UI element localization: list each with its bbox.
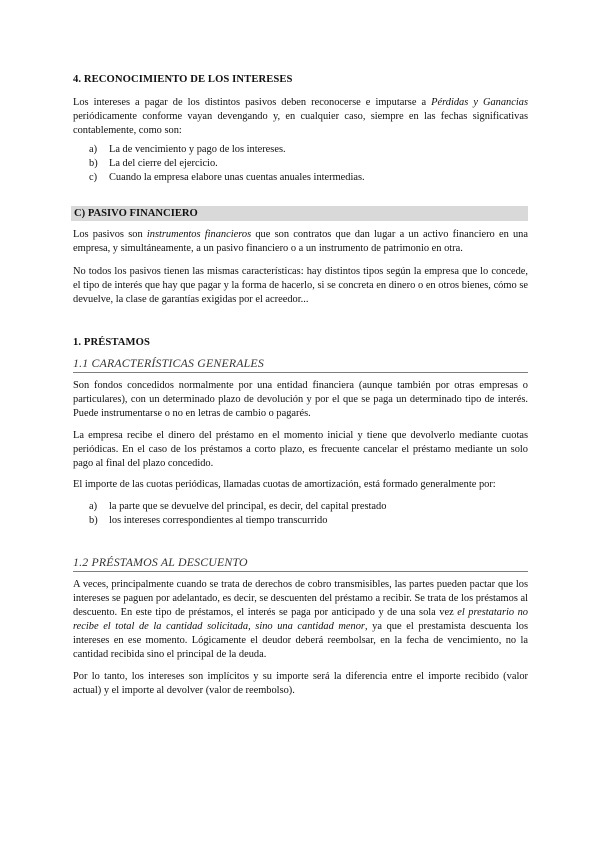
emphasis-text: el prestatario no recibe el total de la cantidad solicitada, sino una cantidad menor xyxy=(73,607,528,632)
section-4-heading: 4. RECONOCIMIENTO DE LOS INTERESES xyxy=(73,74,293,85)
section-4-paragraph xyxy=(73,96,528,138)
paragraph-text: A veces, principalmente cuando se trata de derechos de cobro transmisibles, las partes pueden pactar que los intereses se paguen por adelantado, es decir, se descuenten del préstamo a recibir. Se trata de los préstamos al descuento. En este tipo de préstamos, el interés se paga por anticipado y de una sola vez xyxy=(73,579,528,618)
prestamos-paragraph-3: El importe de las cuotas periódicas, llamadas cuotas de amortización, está formado generalmente por: xyxy=(73,479,496,490)
pasivo-paragraph-1 xyxy=(73,228,528,256)
subsection-1-1-heading: 1.1 CARACTERÍSTICAS GENERALES xyxy=(73,356,264,370)
list-item xyxy=(89,157,529,171)
pasivo-paragraph-2: No todos los pasivos tienen las mismas características: hay distintos tipos según la empresa que lo concede, el tipo de interés que hay que pagar y la forma de hacerlo, si se concreta en dinero o en otros bienes, cómo se devuelve, la clase de garantías exigidas por el acreedor... xyxy=(73,266,528,305)
prestamos-heading: 1. PRÉSTAMOS xyxy=(73,337,150,348)
list-marker: c) xyxy=(89,172,98,183)
list-item-text: Cuando la empresa elabore unas cuentas anuales intermedias. xyxy=(109,172,365,183)
pasivo-financiero-heading: C) PASIVO FINANCIERO xyxy=(74,208,198,219)
prestamos-list xyxy=(89,500,529,528)
list-item xyxy=(89,514,529,528)
list-item xyxy=(89,500,529,514)
list-marker: b) xyxy=(89,515,98,526)
prestamos-paragraph-4 xyxy=(73,578,528,662)
paragraph-text: periódicamente conforme vayan devengando y, en cualquier caso, siempre en las fechas significativas contablemente, como son: xyxy=(73,111,528,136)
paragraph-text: Los intereses a pagar de los distintos pasivos deben reconocerse e imputarse a xyxy=(73,97,432,108)
paragraph-text: , ya que el prestamista descuenta los intereses en ese momento. Lógicamente el deudor deberá reembolsar, en la fecha de vencimiento, no la cantidad recibida sino el principal de la deuda. xyxy=(73,621,528,660)
subsection-rule xyxy=(73,571,528,572)
list-item-text: los intereses correspondientes al tiempo transcurrido xyxy=(109,515,328,526)
list-item xyxy=(89,143,529,157)
paragraph-text: que son contratos que dan lugar a un activo financiero en una empresa, y simultáneamente, a un pasivo financiero o a un instrumento de patrimonio en otra. xyxy=(73,229,528,254)
emphasis-text: instrumentos financieros xyxy=(146,229,252,240)
list-item-text: la parte que se devuelve del principal, es decir, del capital prestado xyxy=(109,501,387,512)
subsection-rule xyxy=(73,372,528,373)
list-marker: b) xyxy=(89,158,98,169)
paragraph-text: Los pasivos son xyxy=(73,229,147,240)
list-item-text: La de vencimiento y pago de los intereses. xyxy=(109,144,286,155)
subsection-1-2-heading: 1.2 PRÉSTAMOS AL DESCUENTO xyxy=(73,555,248,569)
list-marker: a) xyxy=(89,144,98,155)
section-4-list xyxy=(89,143,529,185)
prestamos-paragraph-5: Por lo tanto, los intereses son implícitos y su importe será la diferencia entre el importe recibido (valor actual) y el importe al devolver (valor de reembolso). xyxy=(73,671,528,696)
list-item-text: La del cierre del ejercicio. xyxy=(109,158,218,169)
emphasis-text: Pérdidas y Ganancias xyxy=(431,97,528,108)
prestamos-paragraph-2: La empresa recibe el dinero del préstamo en el momento inicial y tiene que devolverlo mediante cuotas periódicas. En el caso de los préstamos a corto plazo, es frecuente cancelar el préstamo mediante un solo pago al final del plazo concedido. xyxy=(73,430,528,469)
prestamos-paragraph-1: Son fondos concedidos normalmente por una entidad financiera (aunque también por otras empresas o particulares), con un determinado plazo de devolución y por el que se paga un determinado tipo de interés. Puede instrumentarse o no en letras de cambio o pagarés. xyxy=(73,380,528,419)
list-marker: a) xyxy=(89,501,98,512)
list-item xyxy=(89,171,529,185)
